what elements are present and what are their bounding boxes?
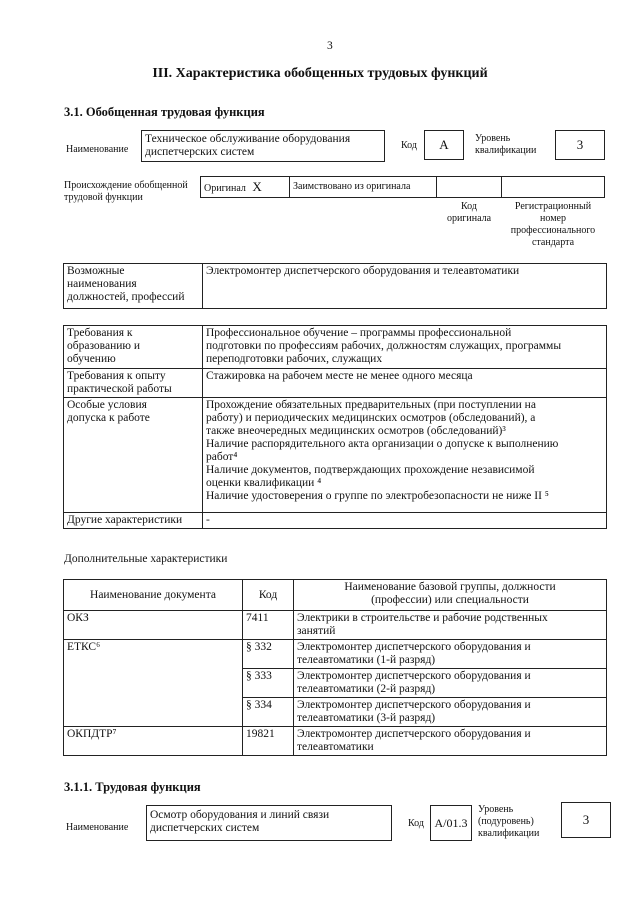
okpdtr-doc: ОКПДТР⁷ xyxy=(64,727,243,756)
requirements-education-value: Профессиональное обучение – программы профессиональной подготовки по профессиям рабочих, должностям служащих, программы переподготовки рабочих, служащих xyxy=(203,326,607,369)
section-title: III. Характеристика обобщенных трудовых функций xyxy=(152,66,488,81)
etks-name-2: Электромонтер диспетчерского оборудования и телеавтоматики (2-й разряд) xyxy=(294,669,607,698)
header-document: Наименование документа xyxy=(64,580,243,611)
okz-code: 7411 xyxy=(243,611,294,640)
table-row xyxy=(64,640,607,669)
gtf-name-field: Техническое обслуживание оборудования диспетчерских систем xyxy=(141,130,385,162)
table-row xyxy=(64,513,607,529)
table-row xyxy=(64,727,607,756)
requirements-education-label: Требования к образованию и обучению xyxy=(64,326,203,369)
table-row xyxy=(64,369,607,398)
etks-name-3: Электромонтер диспетчерского оборудования и телеавтоматики (3-й разряд) xyxy=(294,698,607,727)
gtf-reg-number-cell xyxy=(501,176,605,198)
table-row xyxy=(64,326,607,369)
tf-level-field: 3 xyxy=(561,802,611,838)
etks-name-1: Электромонтер диспетчерского оборудования и телеавтоматики (1-й разряд) xyxy=(294,640,607,669)
header-code: Код xyxy=(243,580,294,611)
table-row xyxy=(64,398,607,513)
requirements-experience-label: Требования к опыту практической работы xyxy=(64,369,203,398)
gtf-level-label: Уровень квалификации xyxy=(475,133,537,156)
gtf-code-label: Код xyxy=(401,140,417,151)
header-name: Наименование базовой группы, должности (профессии) или специальности xyxy=(294,580,607,611)
positions-table xyxy=(63,263,607,309)
tf-code-field: А/01.3 xyxy=(430,805,472,841)
gtf-name-label: Наименование xyxy=(66,144,129,155)
gtf-level-field: 3 xyxy=(555,130,605,160)
okz-doc: ОКЗ xyxy=(64,611,243,640)
requirements-experience-value: Стажировка на рабочем месте не менее одного месяца xyxy=(203,369,607,398)
tf-code-label: Код xyxy=(408,818,424,829)
additional-title: Дополнительные характеристики xyxy=(64,553,228,565)
etks-code-3: § 334 xyxy=(243,698,294,727)
table-row xyxy=(64,611,607,640)
etks-code-2: § 333 xyxy=(243,669,294,698)
gtf-original-mark: X xyxy=(252,179,262,194)
requirements-conditions-label: Особые условия допуска к работе xyxy=(64,398,203,513)
positions-label: Возможные наименования должностей, профессий xyxy=(64,264,203,309)
etks-code-1: § 332 xyxy=(243,640,294,669)
requirements-table xyxy=(63,325,607,529)
okpdtr-code: 19821 xyxy=(243,727,294,756)
okz-name: Электрики в строительстве и рабочие родственных занятий xyxy=(294,611,607,640)
etks-doc: ЕТКС⁶ xyxy=(64,640,243,727)
requirements-other-value: - xyxy=(203,513,607,529)
tf-name-field: Осмотр оборудования и линий связи диспетчерских систем xyxy=(146,805,392,841)
positions-value: Электромонтер диспетчерского оборудования и телеавтоматики xyxy=(203,264,607,309)
subsection-title-2: 3.1.1. Трудовая функция xyxy=(64,780,201,794)
gtf-original-label: Оригинал xyxy=(204,183,246,194)
gtf-code-original-label: Код оригинала xyxy=(446,201,492,224)
okpdtr-name: Электромонтер диспетчерского оборудования и телеавтоматики xyxy=(294,727,607,756)
subsection-title: 3.1. Обобщенная трудовая функция xyxy=(64,105,265,119)
gtf-code-original-cell xyxy=(436,176,502,198)
page-number: 3 xyxy=(327,40,333,52)
gtf-original-cell xyxy=(200,176,290,198)
tf-name-label: Наименование xyxy=(66,822,129,833)
requirements-other-label: Другие характеристики xyxy=(64,513,203,529)
table-row xyxy=(64,264,607,309)
table-row xyxy=(64,580,607,611)
gtf-borrowed-cell: Заимствовано из оригинала xyxy=(289,176,437,198)
gtf-origin-label: Происхождение обобщенной трудовой функции xyxy=(64,180,188,203)
requirements-conditions-value: Прохождение обязательных предварительных (при поступлении на работу) и периодических медицинских осмотров (обследований), а также внеочередных медицинских осмотров (обследований)³ Наличие распорядительного акта организации о допуске к выполнению работ⁴ Наличие документов, подтверждающих прохождение независимой оценки квалификации ⁴ Наличие удостоверения о группе по электробезопасности не ниже II ⁵ xyxy=(203,398,607,513)
gtf-reg-number-label: Регистрационный номер профессионального стандарта xyxy=(510,201,596,248)
additional-table xyxy=(63,579,607,756)
tf-level-label: Уровень (подуровень) квалификации xyxy=(478,804,540,839)
gtf-code-field: А xyxy=(424,130,464,160)
